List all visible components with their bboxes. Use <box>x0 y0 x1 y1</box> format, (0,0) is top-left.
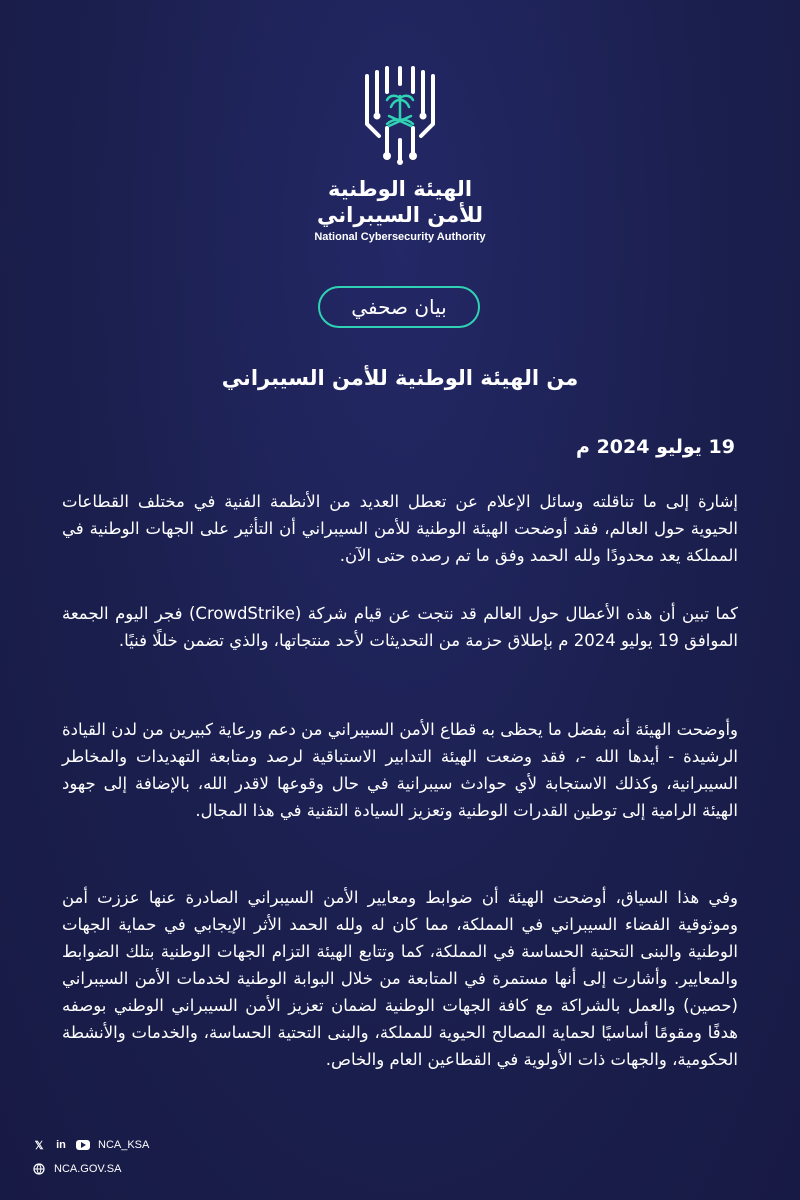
press-release-badge: بيان صحفي <box>318 286 480 328</box>
paragraph-4: وفي هذا السياق، أوضحت الهيئة أن ضوابط ومعايير الأمن السيبراني الصادرة عنها عززت أمن وموثوقية الفضاء السيبراني في المملكة، مما كان له ولله الحمد الأثر الإيجابي في حماية الجهات الوطنية والبنى التحتية الحساسة في المملكة، كما وتتابع الهيئة التزام الجهات الوطنية بتلك الضوابط والمعايير. وأشارت إلى أنها مستمرة في المتابعة من خلال البوابة الوطنية لخدمات الأمن السيبراني (حصين) والعمل بالشراكة مع كافة الجهات الوطنية لضمان تعزيز الأمن السيبراني الوطني بوصفه هدفًا ومقومًا أساسيًا لحماية المصالح الحيوية للمملكة، والبنى التحتية الحساسة، والخدمات والأنشطة الحكومية، والجهات ذات الأولوية في القطاعين العام والخاص. <box>62 888 738 1069</box>
paragraph-1: إشارة إلى ما تناقلته وسائل الإعلام عن تعطل العديد من الأنظمة الفنية في مختلف القطاعات الحيوية حول العالم، فقد أوضحت الهيئة الوطنية للأمن السيبراني أن التأثير على الجهات الوطنية في المملكة يعد محدودًا ولله الحمد وفق ما تم رصده حتى الآن. <box>62 492 738 565</box>
website-url[interactable]: NCA.GOV.SA <box>54 1163 122 1175</box>
org-name-arabic-line1: الهيئة الوطنية <box>327 177 473 201</box>
social-links <box>32 1138 149 1152</box>
linkedin-icon[interactable]: in <box>56 1139 66 1151</box>
org-name-english: National Cybersecurity Authority <box>314 231 486 243</box>
paragraph-2: كما تبين أن هذه الأعطال حول العالم قد نتجت عن قيام شركة (CrowdStrike) فجر اليوم الجمعة الموافق 19 يوليو 2024 م بإطلاق حزمة من التحديثات لأحد منتجاتها، والذي تضمن خللًا فنيًا. <box>62 604 738 650</box>
globe-icon <box>32 1162 46 1176</box>
nca-emblem-icon <box>355 62 445 166</box>
page-title: من الهيئة الوطنية للأمن السيبراني <box>221 366 579 390</box>
x-icon[interactable]: 𝕏 <box>34 1139 44 1152</box>
website-link <box>32 1162 121 1176</box>
release-date: 19 يوليو 2024 م <box>576 436 735 458</box>
nca-logo <box>0 62 800 244</box>
youtube-icon[interactable] <box>76 1138 90 1152</box>
paragraph-3: وأوضحت الهيئة أنه بفضل ما يحظى به قطاع الأمن السيبراني من دعم ورعاية كبيرين من لدن القيادة الرشيدة - أيدها الله -، فقد وضعت الهيئة التدابير الاستباقية لرصد ومتابعة التهديدات والمخاطر السيبرانية، وكذلك الاستجابة لأي حوادث سيبرانية في حال وقوعها لاقدر الله، بالإضافة إلى جهود الهيئة الرامية إلى توطين القدرات الوطنية وتعزيز السيادة التقنية في هذا المجال. <box>62 720 738 820</box>
org-name-arabic-line2: للأمن السيبراني <box>316 203 484 227</box>
social-handle[interactable]: NCA_KSA <box>98 1139 150 1151</box>
